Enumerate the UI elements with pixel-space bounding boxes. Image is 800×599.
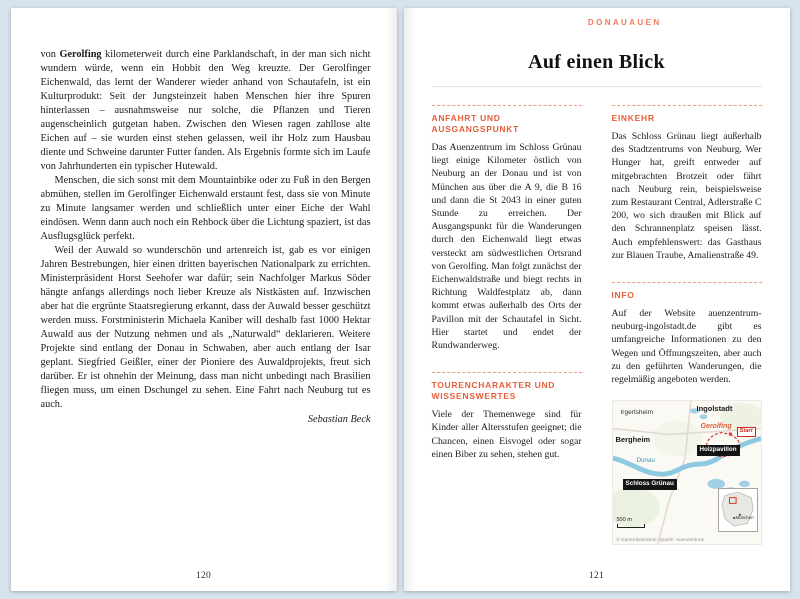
lake xyxy=(699,415,707,420)
column-left xyxy=(432,105,582,545)
section-anfahrt xyxy=(432,105,582,352)
page-number: 121 xyxy=(588,571,605,581)
section-einkehr xyxy=(612,105,762,262)
section-body: Das Auenzentrum im Schloss Grünau liegt einige Kilometer östlich von Neuburg an der Donau und ist von München aus über die A 9, die B 16 und dann die St 2043 in einer guten Stunde zu erreichen. Der Ausgangspunkt für die Wanderungen durch den Eichenwald liegt etwas versteckt am südwestlichen Ortsrand von Gerolfing. Man folgt zunächst der Eichenwaldstraße und biegt rechts in Richtung Waldfestplatz ab, dann kommt etwas außerhalb des Orts der Pavillon mit der Schautafel in Sicht. Hier startet und endet der Rundwanderweg. xyxy=(431,142,582,352)
section-divider xyxy=(432,105,582,106)
bavaria-outline xyxy=(719,489,757,531)
section-info xyxy=(612,282,762,386)
scale-bar-line xyxy=(617,524,645,528)
map-attribution: © Karte/Illustration; Quelle: Auenzentrum xyxy=(616,537,705,543)
section-divider xyxy=(612,105,762,106)
map-label-schloss-gruenau: Schloss Grünau xyxy=(623,479,677,489)
map-label-ingolstadt: Ingolstadt xyxy=(696,404,733,414)
meadow-area xyxy=(651,421,702,457)
lake xyxy=(739,481,750,487)
paragraph-text: kilometerweit durch eine Parklandschaft, in der man sich nicht wundern würde, wenn ein Hobbit den Weg kreuzte. Der Gerolfinger Eichenwald, das lernt der Wanderer wieder anhand von Schautafeln, ist ein Kulturprodukt: Seit der Jungsteinzeit haben Menschen hier ihre Spuren hinterlassen – ausnahmsweise nur solche, die Pflanzen und Tieren augenscheinlich gutgetan haben. Zwischen den Wiesen ragen zahllose alte Eichen auf – sie wurden einst stehen gelassen, weil ihr Holz zum Hausbau diente und Schweine darunter Futter fanden. Als Ergebnis formte sich im Laufe von Jahrhunderten ein typischer Hutewald. xyxy=(40,49,371,172)
page-title: Auf einen Blick xyxy=(528,51,665,73)
map-scale-bar xyxy=(617,517,645,528)
paragraph: Menschen, die sich sonst mit dem Mountainbike oder zu Fuß in den Bergen abmühen, stellen im Gerolfinger Eichenwald erstaunt fest, dass sie von Minute zu Minute langsamer werden und schließlich unter einer Eiche der Wahl eindösen. Wenn dann auch noch ein Rehbock über die Lichtung spaziert, ist das Ausflugsglück perfekt. xyxy=(40,175,371,242)
scale-text: 500 m xyxy=(616,517,632,524)
map-label-holzpavillon: Holzpavillon xyxy=(697,445,740,455)
section-divider xyxy=(432,372,582,373)
map-label-irgertsheim: Irgertsheim xyxy=(620,409,654,417)
page-number: 120 xyxy=(195,571,212,581)
map-label-start: Start xyxy=(737,427,756,437)
left-page-text xyxy=(41,48,371,427)
section-body: Viele der Themenwege sind für Kinder aller Altersstufen geeignet; die Chancen, einen Eisvogel oder sogar einen Biber zu sehen, stehen gut. xyxy=(431,409,582,460)
paragraph-text: von xyxy=(40,49,60,60)
section-heading: TOURENCHARAKTER UND WISSENSWERTES xyxy=(431,380,556,402)
author-credit: Sebastian Beck xyxy=(307,414,371,425)
section-body: Das Schloss Grünau liegt außerhalb des Stadtzentrums von Neuburg. Wer Hunger hat, greift entweder auf mitgebrachten Brotzeit oder fährt nach Neuburg rein, beispielsweise zum Restaurant Central, Adlerstraße C 200, wo sich draußen mit Blick auf den Schrannenplatz speisen lässt. Auch empfehlenswert: das Gasthaus zur Blauen Traube, Amalienstraße 49. xyxy=(611,131,762,261)
inset-overview-map xyxy=(718,488,758,532)
map-label-bergheim: Bergheim xyxy=(615,435,651,445)
map-label-gerolfing: Gerolfing xyxy=(700,423,732,431)
section-heading: ANFAHRT UND AUSGANGSPUNKT xyxy=(431,113,519,134)
left-page xyxy=(11,8,397,591)
paragraph xyxy=(41,48,371,174)
section-divider xyxy=(612,282,762,283)
route-map xyxy=(612,400,762,545)
title-divider xyxy=(432,86,762,87)
place-name-bold: Gerolfing xyxy=(59,49,102,60)
inset-city-label: München xyxy=(733,515,754,520)
info-columns xyxy=(432,105,762,545)
section-body: Auf der Website auenzentrum-neuburg-ingolstadt.de gibt es umfangreiche Informationen zu den Wegen und Öffnungszeiten, aber auch zu den geführten Wanderungen, die regelmäßig angeboten werden. xyxy=(611,308,762,386)
map-label-donau: Donau xyxy=(636,457,656,465)
section-heading: EINKEHR xyxy=(611,113,655,123)
chapter-kicker: DONAUAUEN xyxy=(587,18,662,27)
paragraph: Weil der Auwald so wunderschön und artenreich ist, gab es vor einigen Jahren Bestrebungen, hier einen dritten bayerischen Nationalpark zu errichten. Ministerpräsident Horst Seehofer war dafür; sein Nachfolger Markus Söder hängte anfangs allerdings noch lieber Kreuze als Nistkästen auf. Inzwischen aber hat die ergrünte Staatsregierung erkannt, dass der Auwald besser geschützt werden muss. Forstministerin Michaela Kaniber will deshalb fast 1000 Hektar Auwald aus der Nutzung nehmen und als „Naturwald“ deklarieren. Weitere Projekte sind entlang der Donau in Schwaben, aber auch entlang der Isar geplant. Siegfried Geißler, einer der Pioniere des Auwaldprojekts, freut sich darüber. Er ist ohnehin der Meinung, dass man nicht unbedingt nach Brasilien fliegen muss, um einen Dschungel zu sehen. Eine Fahrt nach Neuburg tut es auch. xyxy=(40,245,371,410)
section-tourencharakter xyxy=(432,372,582,461)
right-page xyxy=(404,8,790,591)
column-right xyxy=(612,105,762,545)
section-heading: INFO xyxy=(611,290,635,301)
start-marker xyxy=(728,433,731,436)
